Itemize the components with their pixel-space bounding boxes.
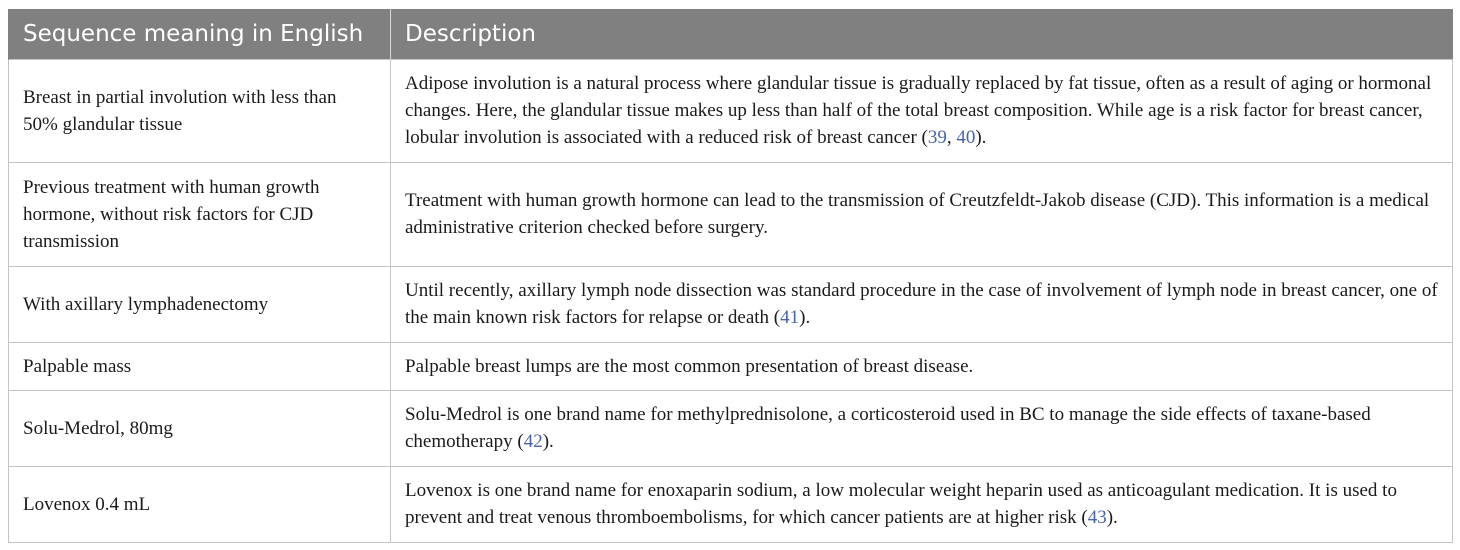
reference-link[interactable]: 43 [1087,507,1107,528]
column-header-description: Description [391,9,1453,59]
description-text: Treatment with human growth hormone can lead to the transmission of Creutzfeldt-Jakob disease (CJD). This information is a medical administrative criterion checked before surgery. [405,190,1430,238]
description-cell [391,466,1453,542]
table-row [9,466,1453,542]
reference-link[interactable]: 42 [523,431,543,452]
sequence-cell: With axillary lymphadenectomy [9,266,391,342]
description-text: Until recently, axillary lymph node dissection was standard procedure in the case of involvement of lymph node in breast cancer, one of the main known risk factors for relapse or death ( [405,280,1438,328]
reference-separator: , [946,127,957,148]
data-table [8,9,1453,543]
description-text: Palpable breast lumps are the most common presentation of breast disease. [405,355,974,377]
description-end: ). [975,127,987,148]
table-container [8,9,1452,543]
description-cell [391,266,1453,342]
reference-link[interactable]: 41 [780,307,800,328]
sequence-cell: Breast in partial involution with less than 50% glandular tissue [9,59,391,162]
header-row [9,9,1453,59]
sequence-cell: Previous treatment with human growth hormone, without risk factors for CJD transmission [9,162,391,266]
sequence-cell: Palpable mass [9,342,391,390]
description-cell [391,342,1453,390]
table-row [9,390,1453,466]
description-end: ). [1106,507,1118,528]
description-end: ). [542,431,554,452]
column-header-sequence: Sequence meaning in English [9,9,391,59]
description-end: ). [799,307,811,328]
sequence-cell: Lovenox 0.4 mL [9,466,391,542]
table-row [9,162,1453,266]
table-row [9,342,1453,390]
reference-link[interactable]: 39 [927,127,947,148]
description-cell [391,390,1453,466]
table-body [9,59,1453,542]
description-cell [391,162,1453,266]
table-row [9,266,1453,342]
description-cell [391,59,1453,162]
description-text: Solu-Medrol is one brand name for methylprednisolone, a corticosteroid used in BC to manage the side effects of taxane-based chemotherapy ( [405,404,1371,452]
sequence-cell: Solu-Medrol, 80mg [9,390,391,466]
description-text: Lovenox is one brand name for enoxaparin sodium, a low molecular weight heparin used as anticoagulant medication. It is used to prevent and treat venous thromboembolisms, for which cancer patients are at higher risk ( [405,480,1397,528]
table-row [9,59,1453,162]
reference-link[interactable]: 40 [956,127,976,148]
table-header [9,9,1453,59]
description-text: Adipose involution is a natural process where glandular tissue is gradually replaced by fat tissue, often as a result of aging or hormonal changes. Here, the glandular tissue makes up less than half of the total breast composition. While age is a risk factor for breast cancer, lobular involution is associated with a reduced risk of breast cancer ( [405,73,1432,148]
